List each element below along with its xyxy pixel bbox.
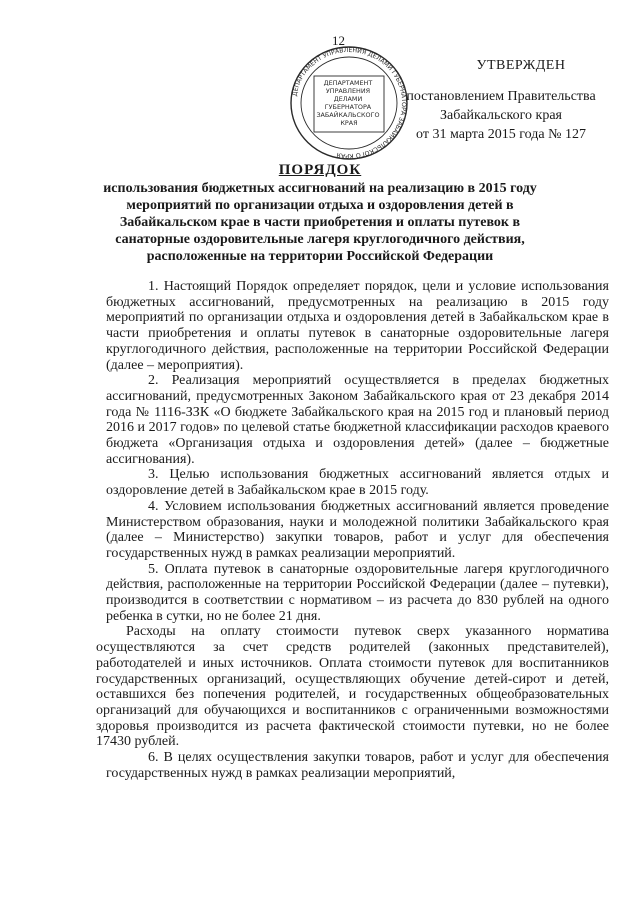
approval-line-3: от 31 марта 2015 года № 127 [416,127,586,142]
approved-heading: УТВЕРЖДЕН [476,58,566,73]
paragraph-5: 5. Оплата путевок в санаторные оздоровительные лагеря круглогодичного действия, расположенные на территории Российской Федерации (далее – путевки), производится в соответствии с нормативом – из расчета до 830 рублей на одного ребенка в сутки, но не более 21 дня. [106,561,609,624]
seal-line-5: ЗАБАЙКАЛЬСКОГО [316,111,380,119]
title-line-5: расположенные на территории Российской Федерации [146,249,494,264]
title-line-3: Забайкальском крае в части приобретения и оплаты путевок в [119,215,521,230]
paragraph-2: 2. Реализация мероприятий осуществляется в пределах бюджетных ассигнований, предусмотренных Законом Забайкальского края от 23 декабря 2014 года № 1116-ЗЗК «О бюджете Забайкальского края на 2015 год и плановый период 2016 и 2017 годов» по целевой статье бюджетной классификации расходов краевого бюджета «Организация отдыха и оздоровления детей» (далее – бюджетные ассигнования). [106,373,609,467]
page-number: 12 [332,33,345,48]
title-main: ПОРЯДОК [278,162,362,178]
seal-line-3: ДЕЛАМИ [333,95,363,103]
seal-line-4: ГУБЕРНАТОРА [324,103,372,111]
document-body [96,279,609,782]
approval-line-2: Забайкальского края [439,108,562,123]
seal-line-6: КРАЯ [340,119,358,127]
title-line-4: санаторные оздоровительные лагеря круглогодичного действия, [115,232,525,247]
title-line-2: мероприятий по организации отдыха и оздоровления детей в [126,198,514,213]
seal-line-2: УПРАВЛЕНИЯ [325,87,371,95]
seal-line-1: ДЕПАРТАМЕНТ [323,79,373,87]
paragraph-3: 3. Целью использования бюджетных ассигнований является отдых и оздоровление детей в Забайкальском крае в 2015 году. [106,467,609,499]
title-line-1: использования бюджетных ассигнований на реализацию в 2015 году [103,181,537,196]
document-title [60,162,580,265]
approval-line-1: постановлением Правительства [406,89,596,104]
seal-center-text [316,79,381,127]
paragraph-6: 6. В целях осуществления закупки товаров, работ и услуг для обеспечения государственных нужд в рамках реализации мероприятий, [106,750,609,781]
paragraph-4: 4. Условием использования бюджетных ассигнований является проведение Министерством образования, науки и молодежной политики Забайкальского края (далее – Министерство) закупки товаров, работ и услуг для обеспечения государственных нужд в рамках реализации мероприятий. [106,498,609,561]
approval-block [384,56,618,144]
seal-ring-text: ДЕПАРТАМЕНТ УПРАВЛЕНИЯ ДЕЛАМИ ГУБЕРНАТОРА ЗАБАЙКАЛЬСКОГО КРАЯ [291,46,408,160]
paragraph-5-continued: Расходы на оплату стоимости путевок сверх указанного норматива осуществляются за счет средств родителей (законных представителей), работодателей и иных источников. Оплата стоимости путевок для воспитанников государственных организаций, осуществляющих обучение детей-сирот и детей, оставшихся без попечения родителей, и государственных общеобразовательных организаций для обучающихся и воспитанников с ограниченными возможностями здоровья производится из расчета фактической стоимости путевки, но не более 17430 рублей. [96,624,609,750]
paragraph-1: 1. Настоящий Порядок определяет порядок, цели и условие использования бюджетных ассигнований, предусмотренных на реализацию в 2015 году мероприятий по организации отдыха и оздоровления детей в Забайкальском крае в части приобретения и оплаты путевок в санаторные оздоровительные лагеря круглогодичного действия, расположенные на территории Российской Федерации (далее – мероприятия). [106,279,609,373]
